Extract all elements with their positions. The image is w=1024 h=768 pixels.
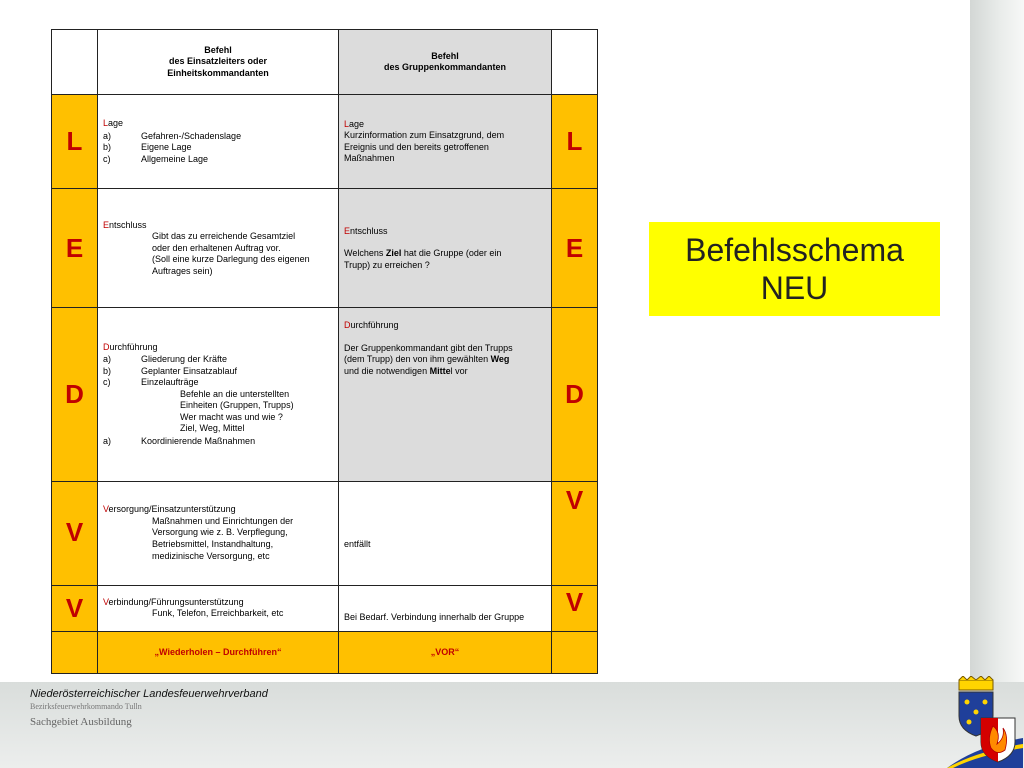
table-header-row xyxy=(52,30,598,95)
lage-left-heading: Lage xyxy=(103,118,124,129)
verbindung-right-cell xyxy=(339,585,552,631)
versorgung-left-cell xyxy=(98,481,339,585)
versorgung-left-heading: Versorgung/Einsatzunterstützung xyxy=(103,504,236,515)
letter-cell-right xyxy=(552,481,598,585)
text-line: Ereignis und den bereits getroffenen xyxy=(344,141,489,152)
footer-right-cell: „VOR“ xyxy=(339,631,552,673)
durchfuehrung-right-heading: Durchführung xyxy=(344,320,399,331)
text-line: Funk, Telefon, Erreichbarkeit, etc xyxy=(152,608,284,619)
text-line: Einheiten (Gruppen, Trupps) xyxy=(180,400,294,411)
list-item: a) Koordinierende Maßnahmen xyxy=(103,435,256,446)
table-row-entschluss xyxy=(52,189,598,308)
entschluss-right-cell xyxy=(339,189,552,308)
letter-d-left: D xyxy=(65,378,84,409)
table-row-versorgung xyxy=(52,481,598,585)
coat-of-arms-icon xyxy=(947,676,1023,768)
text-line: Trupp) zu erreichen ? xyxy=(344,259,430,270)
durchfuehrung-right-cell xyxy=(339,308,552,481)
text-line: Kurzinformation zum Einsatzgrund, dem xyxy=(344,130,505,141)
letter-e-left: E xyxy=(65,232,84,263)
lage-right-heading: Lage xyxy=(344,118,365,129)
text-line: Versorgung wie z. B. Verpflegung, xyxy=(152,527,288,538)
list-item: b) Geplanter Einsatzablauf xyxy=(103,365,238,376)
letter-cell-right xyxy=(552,585,598,631)
verbindung-left-heading: Verbindung/Führungsunterstützung xyxy=(103,596,244,607)
durchfuehrung-left-heading: Durchführung xyxy=(103,341,158,352)
organization-name: Niederösterreichischer Landesfeuerwehrverband xyxy=(30,688,268,700)
text-line: und die notwendigen Mittel vor xyxy=(344,365,468,376)
list-item: c) Einzelaufträge xyxy=(103,377,199,388)
versorgung-right-cell xyxy=(339,481,552,585)
text-line: Auftrages sein) xyxy=(152,265,213,276)
table-footer-row xyxy=(52,631,598,673)
header-left-line: Einheitskommandanten xyxy=(167,67,269,78)
text-line: Wer macht was und wie ? xyxy=(180,411,283,422)
table-row-verbindung xyxy=(52,585,598,631)
verbindung-left-cell xyxy=(98,585,339,631)
text-line: Betriebsmittel, Instandhaltung, xyxy=(152,539,274,549)
footer-empty-left xyxy=(52,631,98,673)
right-decor-strip xyxy=(970,0,1024,768)
list-item: a) Gliederung der Kräfte xyxy=(103,354,228,365)
text-line: Welchens Ziel hat die Gruppe (oder ein xyxy=(344,248,502,259)
list-item: c) Allgemeine Lage xyxy=(103,153,209,164)
text-line: Maßnahmen und Einrichtungen der xyxy=(152,515,294,526)
text-line: Der Gruppenkommandant gibt den Trupps xyxy=(344,342,513,353)
text-line: medizinische Versorgung, etc xyxy=(152,550,270,561)
letter-v-right: V xyxy=(565,484,584,515)
header-right-line: des Gruppenkommandanten xyxy=(383,62,507,73)
header-right-cell xyxy=(339,30,552,95)
list-item: a) Gefahren-/Schadenslage xyxy=(103,130,242,141)
department-label: Sachgebiet Ausbildung xyxy=(30,716,132,728)
letter-v-left: V xyxy=(65,516,84,547)
header-right-line: Befehl xyxy=(431,50,459,61)
letter-cell-left xyxy=(52,95,98,189)
text-line: (Soll eine kurze Darlegung des eigenen xyxy=(152,254,310,265)
entschluss-left-cell xyxy=(98,189,339,308)
header-empty-left xyxy=(52,30,98,95)
letter-e-right: E xyxy=(565,232,584,263)
text-line: Bei Bedarf. Verbindung innerhalb der Gruppe xyxy=(344,612,525,623)
letter-cell-left xyxy=(52,189,98,308)
letter-cell-right xyxy=(552,95,598,189)
table-row-lage xyxy=(52,95,598,189)
letter-l-left: L xyxy=(66,126,83,157)
letter-cell-right xyxy=(552,308,598,481)
letter-v-right: V xyxy=(565,586,584,617)
letter-l-right: L xyxy=(566,126,583,157)
entschluss-left-heading: Entschluss xyxy=(103,219,147,230)
entschluss-right-heading: Entschluss xyxy=(344,225,388,236)
header-left-line: des Einsatzleiters oder xyxy=(168,56,268,67)
footer-left-cell: „Wiederholen – Durchführen“ xyxy=(98,631,339,673)
text-line: Maßnahmen xyxy=(344,153,395,164)
durchfuehrung-left-cell xyxy=(98,308,339,481)
header-left-line: Befehl xyxy=(204,44,232,55)
footer-empty-right xyxy=(552,631,598,673)
letter-cell-left xyxy=(52,585,98,631)
table-row-durchfuehrung xyxy=(52,308,598,481)
letter-d-right: D xyxy=(565,378,584,409)
text-line: entfällt xyxy=(344,539,371,550)
organization-subtitle: Bezirksfeuerwehrkommando Tulln xyxy=(30,702,142,711)
letter-v-left: V xyxy=(65,592,84,623)
header-empty-right xyxy=(552,30,598,95)
slide-title-box xyxy=(649,222,940,316)
letter-cell-left xyxy=(52,481,98,585)
header-left-cell xyxy=(98,30,339,95)
lage-left-cell xyxy=(98,95,339,189)
letter-cell-right xyxy=(552,189,598,308)
text-line: Befehle an die unterstellten xyxy=(180,388,290,399)
text-line: (dem Trupp) den von ihm gewählten Weg xyxy=(344,354,510,365)
lage-right-cell xyxy=(339,95,552,189)
slide-title: Befehlsschema NEU xyxy=(685,231,904,306)
text-line: oder den erhaltenen Auftrag vor. xyxy=(152,242,281,253)
text-line: Gibt das zu erreichende Gesamtziel xyxy=(152,231,296,242)
list-item: b) Eigene Lage xyxy=(103,142,192,153)
letter-cell-left xyxy=(52,308,98,481)
befehlsschema-table xyxy=(51,29,598,674)
text-line: Ziel, Weg, Mittel xyxy=(180,423,245,434)
